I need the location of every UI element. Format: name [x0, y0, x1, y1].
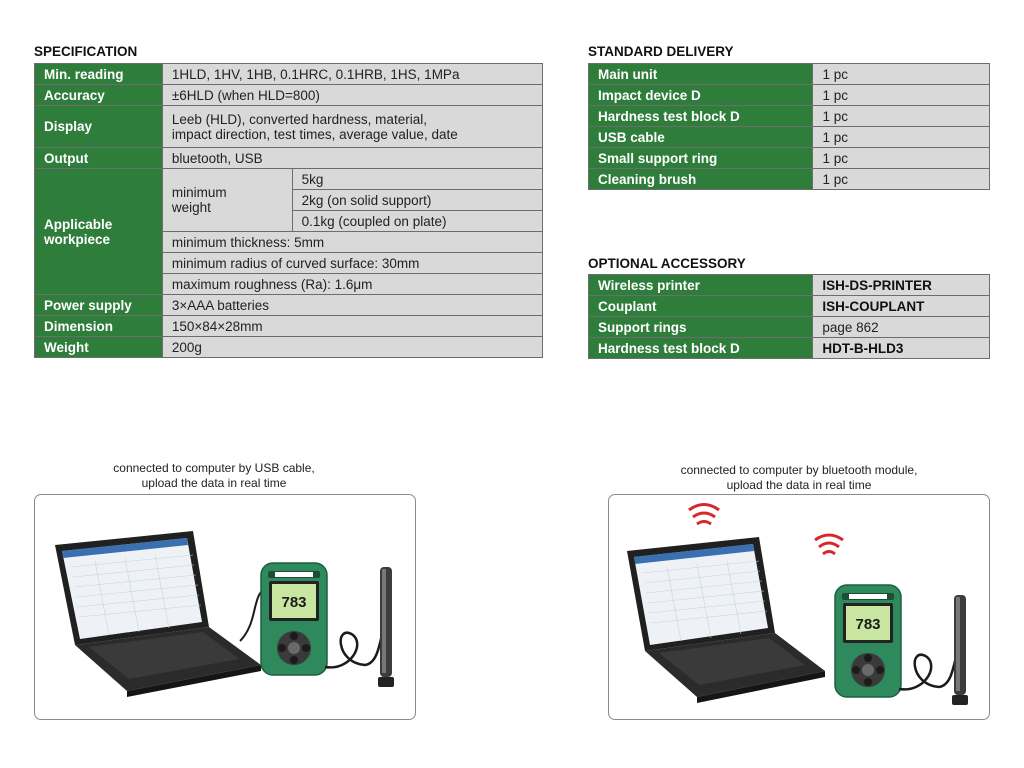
- optional-accessory-title: OPTIONAL ACCESSORY: [588, 256, 746, 271]
- optional-accessory-table: [588, 274, 990, 359]
- usb-caption: [34, 461, 394, 491]
- delivery-item-name: Main unit: [589, 64, 813, 85]
- specification-title: SPECIFICATION: [34, 44, 138, 59]
- accessory-name: Wireless printer: [589, 275, 813, 296]
- max-roughness: maximum roughness (Ra): 1.6μm: [162, 274, 542, 295]
- min-reading-label: Min. reading: [35, 64, 163, 85]
- delivery-item-qty: 1 pc: [813, 106, 990, 127]
- impact-device-icon: [952, 595, 968, 705]
- accessory-code: HDT-B-HLD3: [813, 338, 990, 359]
- dimension-value: 150×84×28mm: [162, 316, 542, 337]
- probe-cable-icon: [325, 625, 385, 667]
- power-label: Power supply: [35, 295, 163, 316]
- delivery-item-qty: 1 pc: [813, 169, 990, 190]
- hardness-tester-icon: [261, 563, 327, 675]
- dimension-label: Dimension: [35, 316, 163, 337]
- delivery-item-name: Small support ring: [589, 148, 813, 169]
- workpiece-label-line2: workpiece: [44, 231, 111, 247]
- power-value: 3×AAA batteries: [162, 295, 542, 316]
- bt-caption-line2: upload the data in real time: [726, 478, 872, 492]
- accessory-code: page 862: [813, 317, 990, 338]
- workpiece-label: [35, 169, 163, 295]
- weight-5kg: 5kg: [292, 169, 542, 190]
- bt-caption: [608, 463, 990, 493]
- usb-illustration: [35, 495, 415, 719]
- delivery-item-name: Cleaning brush: [589, 169, 813, 190]
- accuracy-label: Accuracy: [35, 85, 163, 106]
- output-label: Output: [35, 148, 163, 169]
- min-weight-label: [162, 169, 292, 232]
- workpiece-label-line1: Applicable: [44, 216, 113, 232]
- laptop-icon: [55, 531, 261, 697]
- accessory-name: Support rings: [589, 317, 813, 338]
- delivery-item-name: Hardness test block D: [589, 106, 813, 127]
- accessory-name: Couplant: [589, 296, 813, 317]
- delivery-item-qty: 1 pc: [813, 64, 990, 85]
- wireless-signal-icon: [689, 505, 719, 525]
- standard-delivery-table: [588, 63, 990, 190]
- weight-label: Weight: [35, 337, 163, 358]
- hardness-tester-icon: [835, 585, 901, 697]
- screen-reading: 783: [855, 616, 881, 633]
- probe-cable-icon: [899, 647, 959, 689]
- usb-connection-photo: [34, 494, 416, 720]
- weight-value: 200g: [162, 337, 542, 358]
- accuracy-value: ±6HLD (when HLD=800): [162, 85, 542, 106]
- standard-delivery-title: STANDARD DELIVERY: [588, 44, 734, 59]
- weight-01kg: 0.1kg (coupled on plate): [292, 211, 542, 232]
- laptop-icon: [627, 537, 825, 703]
- bluetooth-illustration: [609, 495, 989, 719]
- output-value: bluetooth, USB: [162, 148, 542, 169]
- delivery-item-qty: 1 pc: [813, 127, 990, 148]
- accessory-name: Hardness test block D: [589, 338, 813, 359]
- accessory-code: ISH-DS-PRINTER: [813, 275, 990, 296]
- delivery-item-qty: 1 pc: [813, 148, 990, 169]
- min-weight-line2: weight: [171, 200, 211, 215]
- min-weight-line1: minimum: [171, 185, 227, 200]
- screen-reading: 783: [281, 594, 307, 611]
- bt-caption-line1: connected to computer by bluetooth module,: [680, 463, 918, 477]
- wireless-signal-icon: [815, 535, 843, 554]
- min-radius: minimum radius of curved surface: 30mm: [162, 253, 542, 274]
- usb-caption-line2: upload the data in real time: [141, 476, 287, 490]
- delivery-item-name: Impact device D: [589, 85, 813, 106]
- specification-table: [34, 63, 543, 358]
- min-reading-value: 1HLD, 1HV, 1HB, 0.1HRC, 0.1HRB, 1HS, 1MPa: [162, 64, 542, 85]
- display-label: Display: [35, 106, 163, 148]
- min-thickness: minimum thickness: 5mm: [162, 232, 542, 253]
- display-value-line1: Leeb (HLD), converted hardness, material,: [171, 111, 427, 127]
- display-value: [162, 106, 542, 148]
- delivery-item-name: USB cable: [589, 127, 813, 148]
- accessory-code: ISH-COUPLANT: [813, 296, 990, 317]
- impact-device-icon: [378, 567, 394, 687]
- weight-2kg: 2kg (on solid support): [292, 190, 542, 211]
- bluetooth-connection-photo: [608, 494, 990, 720]
- delivery-item-qty: 1 pc: [813, 85, 990, 106]
- usb-caption-line1: connected to computer by USB cable,: [113, 461, 315, 475]
- display-value-line2: impact direction, test times, average value, date: [171, 126, 458, 142]
